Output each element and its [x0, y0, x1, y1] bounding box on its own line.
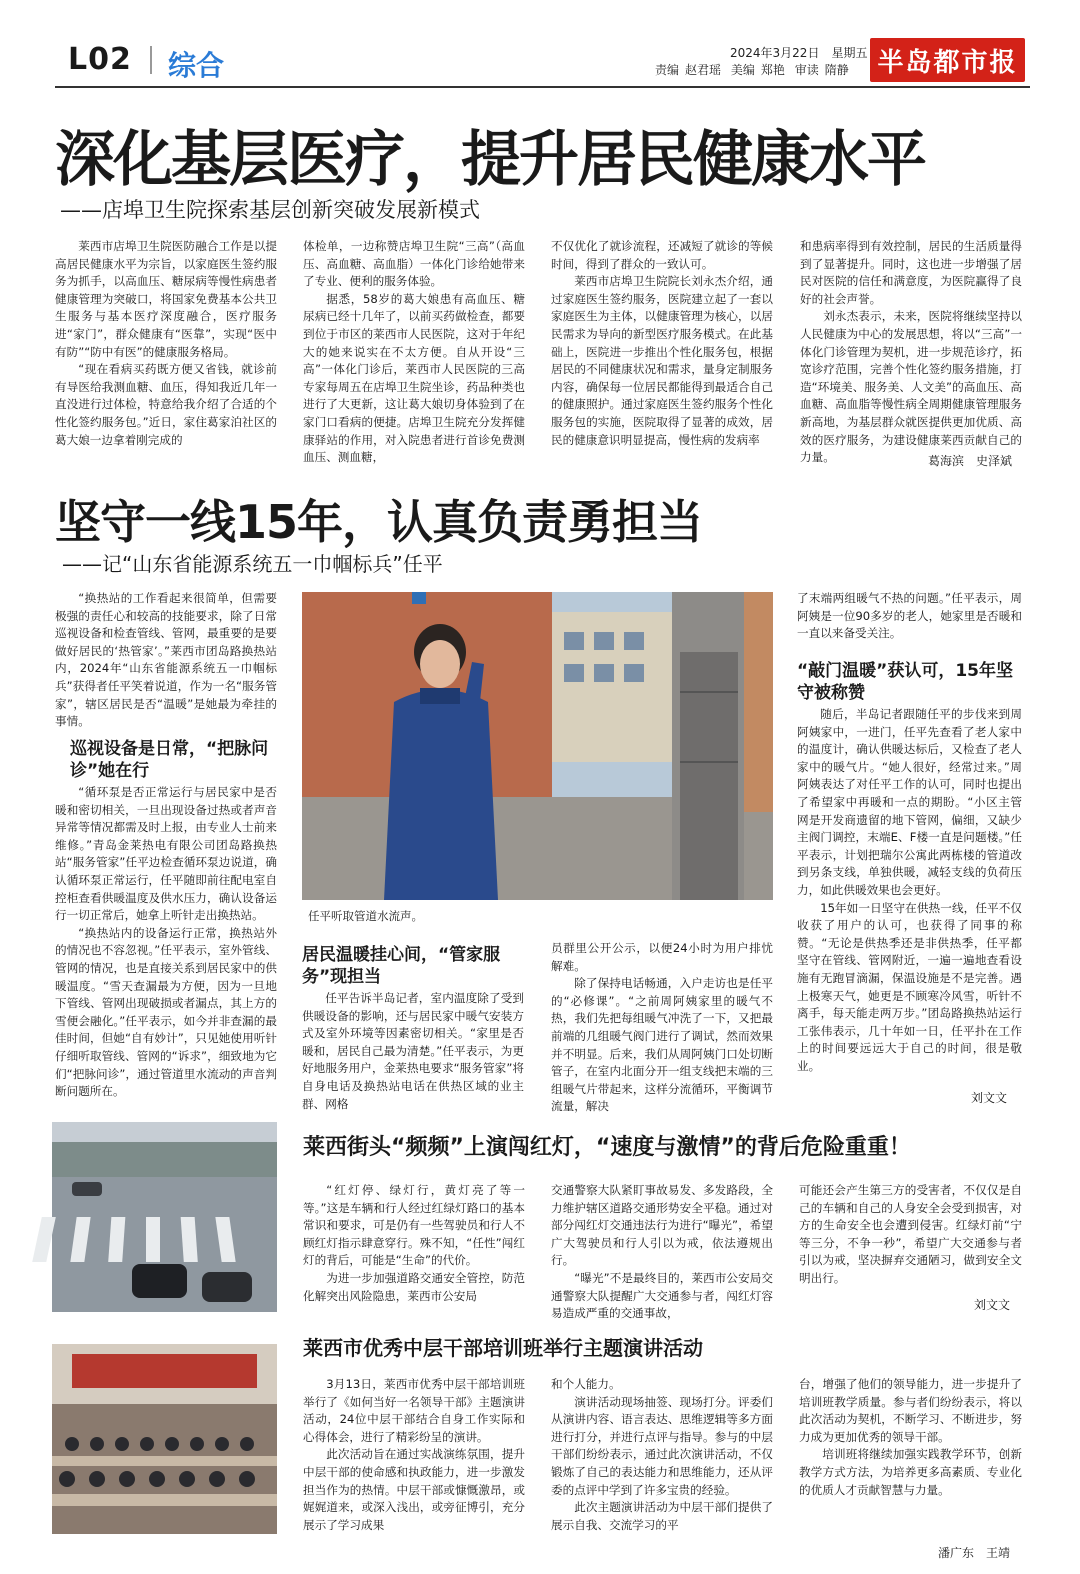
- page-number: L02: [68, 42, 132, 77]
- article3-column: 可能还会产生第三方的受害者，不仅仅是自己的车辆和自己的人身安全会受到损害，对方的生命安全也会遭到侵害。红绿灯前“宁等三分，不争一秒”，希望广大交通参与者引以为戒，坚决摒弃交通陋习，做到安全文明出行。: [799, 1183, 1022, 1285]
- photo-worker-listening-pipe: [302, 592, 773, 900]
- article1-column: 和患病率得到有效控制，居民的生活质量得到了显著提升。同时，这也进一步增强了居民对医院的信任和满意度，为医院赢得了良好的社会声誉。 刘永杰表示，未来，医院将继续坚持以人民健康为中心的发展思想，将以“三高”一体化门诊管理为契机，进一步规范诊疗，拓宽诊疗范围，完善个性化签约服务措施，打造“环境美、服务美、人文美”的高血压、高血糖、高血脂等慢性病全周期健康管理服务新高地，为基层群众就医提供更加优质、高效的医疗服务，为建设健康莱西贡献自己的力量。: [800, 239, 1022, 465]
- staff-name: 赵君瑶: [685, 63, 722, 77]
- section-name: 综合: [168, 49, 225, 82]
- article3-headline: 莱西街头“频频”上演闯红灯，“速度与激情”的背后危险重重！: [303, 1135, 911, 1160]
- header-divider: [150, 46, 152, 74]
- article2-column-3: 员群里公开公示，以便24小时为用户排忧解难。 除了保持电话畅通，入户走访也是任平的“必修课”。“之前周阿姨家里的暖气不热，我们先把每组暖气冲洗了一下，又把最前端的几组暖气阀门进行了调试，然而效果并不明显。后来，我们从周阿姨门口处切断管子，在室内北面分开一组支线把末端的三组暖气片带起来，这样分流循环，平衡调节流量，解决: [551, 941, 773, 1114]
- article1-headline: 深化基层医疗，提升居民健康水平: [55, 125, 925, 195]
- staff-role: 审读: [794, 63, 819, 77]
- article2-byline: 刘文文: [970, 1091, 1007, 1105]
- article2-subheadline: ——记“山东省能源系统五一巾帼标兵”任平: [62, 552, 443, 576]
- article1-column: 不仅优化了就诊流程，还减短了就诊的等候时间，得到了群众的一致认可。 莱西市店埠卫生院院长刘永杰介绍，通过家庭医生签约服务，医院建立起了一套以家庭医生为主体，以健康管理为核心，以居民需求为导向的新型医疗服务模式。在此基础上，医院进一步推出个性化服务包，根据居民的不同健康状况和需求，量身定制服务内容，确保每一位居民都能得到最适合自己的健康照护。通过家庭医生签约服务个性化服务包的实施，医院取得了显著的成效，居民的健康意识明显提高，慢性病的发病率: [551, 239, 773, 447]
- article3-column: “红灯停、绿灯行，黄灯亮了等一等。”这是车辆和行人经过红绿灯路口的基本常识和要求，可是仍有一些驾驶员和行人不顾红灯指示肆意穿行。殊不知，“任性”闯红灯的背后，可能是“生命”的代价。 为进一步加强道路交通安全管控，防范化解突出风险隐患，莱西市公安局: [303, 1183, 525, 1303]
- photo-traffic-intersection: [52, 1122, 277, 1312]
- article2-column-4: 随后，半岛记者跟随任平的步伐来到周阿姨家中，一进门，任平先查看了老人家中的温度计，确认供暖达标后，又检查了老人家中的暖气片。“她人很好，经常过来。”周阿姨表达了对任平工作的认可，同时也提出了希望家中再暖和一点的期盼。“小区主管网是开发商遗留的地下管网，偏细，又缺少主阀门调控，末端E、F楼一直是问题楼。”任平表示，计划把瑞尔公寓此两栋楼的管道改到另条支线，单独供暖，减轻支线的负荷压力，如此供暖效果也会更好。 15年如一日坚守在供热一线，任平不仅收获了用户的认可，也获得了同事的称赞。“无论是供热季还是非供热季，任平都坚守在管线、管网附近，一遍一遍地查看设施有无跑冒滴漏，保温设施是不是完善。遇上极寒天气，她更是不顾寒冷风雪，听针不离手，每天能走两万步。”团岛路换热站运行工张伟表示，几十年如一日，任平扑在工作上的时间要远远大于自己的时间，很是敬业。: [797, 707, 1022, 1073]
- article2-column-2: 任平告诉半岛记者，室内温度除了受到供暖设备的影响，还与居民家中暖气安装方式及室外环境等因素密切相关。“家里是否暖和，居民自己最为清楚。”任平表示，为更好地服务用户，金莱热电要求“服务管家”将自身电话及换热站电话在供热区域的业主群、网格: [302, 991, 524, 1111]
- staff-role: 责编: [655, 63, 680, 77]
- staff-name: 隋静: [824, 63, 849, 77]
- article2-column-1: “循环泵是否正常运行与居民家中是否暖和密切相关，一旦出现设备过热或者声音异常等情况都需及时上报，由专业人士前来维修。”青岛金莱热电有限公司团岛路换热站“服务管家”任平边检查循环泵边说道，确认循环泵正常运行，任平随即前往配电室自控柜查看供暖温度及供水压力，确认设备运行一切正常后，她拿上听针走出换热站。 “换热站内的设备运行正常，换热站外的情况也不容忽视。”任平表示，室外管线、管网的情况，也是直接关系到居民家中的供暖温度。“雪天查漏最为方便，因为一旦地下管线、管网出现破损或者漏点，其上方的雪便会融化。”任平表示，如今并非查漏的最佳时间，但她“自有妙计”，只见她使用听针仔细听取管线、管网的“诉求”，细致地为它们“把脉问诊”，通过管道里水流动的声音判断问题所在。: [55, 785, 277, 1099]
- article1-subheadline: ——店埠卫生院探索基层创新突破发展新模式: [60, 198, 480, 222]
- article1-column: 莱西市店埠卫生院医防融合工作是以提高居民健康水平为宗旨，以家庭医生签约服务为抓手，以高血压、糖尿病等慢性病患者健康管理为突破口，将国家免费基本公共卫生服务与基本医疗深度融合，医疗服务进“家门”，群众健康有“医靠”，实现“医中有防”“防中有医”的健康服务格局。 “现在看病买药既方便又省钱，就诊前有导医给我测血糖、血压，得知我近几年一直没进行过体检，特意给我介绍了合适的个性化签约服务包。”近日，家住葛家泊社区的葛大娘一边拿着刚完成的: [55, 239, 277, 447]
- article3-byline: 刘文文: [973, 1298, 1010, 1312]
- staff-name: 郑艳: [760, 63, 785, 77]
- article2-intro: “换热站的工作看起来很简单，但需要极强的责任心和较高的技能要求，除了日常巡视设备和检查管线、管网，最重要的是要做好居民的‘热管家’。”莱西市团岛路换热站内，2024年“山东省能源系统五一巾帼标兵”获得者任平笑着说道，作为一名“服务管家”，辖区居民是否“温暖”是她最为牵挂的事情。: [55, 591, 277, 729]
- article4-column: 和个人能力。 演讲活动现场抽签、现场打分。评委们从演讲内容、语言表达、思维逻辑等多方面进行打分，并进行点评与指导。参与的中层干部们纷纷表示，通过此次演讲活动，不仅锻炼了自己的表达能力和思维能力，还从评委的点评中学到了许多宝贵的经验。 此次主题演讲活动为中层干部们提供了展示自我、交流学习的平: [551, 1377, 773, 1532]
- staff-credits: [655, 61, 855, 78]
- photo-caption: 任平听取管道水流声。: [308, 909, 423, 923]
- article2-column-4-top: 了末端两组暖气不热的问题。”任平表示，周阿姨是一位90多岁的老人，她家里是否暖和一直以来备受关注。: [797, 591, 1022, 641]
- article1-byline: 葛海滨 史泽斌: [927, 454, 1012, 468]
- dateline: 2024年3月22日 星期五: [730, 46, 868, 60]
- article3-column: 交通警察大队紧盯事故易发、多发路段，全力维护辖区道路交通形势安全平稳。通过对部分闯红灯交通违法行为进行“曝光”，希望广大驾驶员和行人引以为戒，依法遵规出行。 “曝光”不是最终目的，莱西市公安局交通警察大队提醒广大交通参与者，闯红灯容易造成严重的交通事故，: [551, 1183, 773, 1321]
- article1-column: 体检单，一边称赞店埠卫生院“三高”（高血压、高血糖、高血脂）一体化门诊给她带来了专业、便利的服务体验。 据悉，58岁的葛大娘患有高血压、糖尿病已经十几年了，以前买药做检查，都要到位于市区的莱西市人民医院，这对于年纪大的她来说实在不太方便。自从开设“三高”一体化门诊后，莱西市人民医院的三高专家每周五在店埠卫生院坐诊，药品种类也进行了大更新，这让葛大娘切身体验到了在家门口看病的便捷。店埠卫生院充分发挥健康驿站的作用，对入院患者进行首诊免费测血压、测血糖，: [303, 239, 525, 465]
- header-rule: [55, 86, 1030, 88]
- article4-headline: 莱西市优秀中层干部培训班举行主题演讲活动: [303, 1336, 703, 1360]
- article2-subhead-2: 居民温暖挂心间，“管家服务”现担当: [302, 945, 501, 987]
- newspaper-masthead-logo: 半岛都市报: [870, 38, 1025, 82]
- article2-headline: 坚守一线15年，认真负责勇担当: [55, 495, 703, 549]
- photo-speech-event: [52, 1344, 277, 1534]
- article4-byline: 潘广东 王靖: [937, 1546, 1010, 1560]
- article2-subhead-1: 巡视设备是日常，“把脉问诊”她在行: [70, 739, 269, 781]
- article4-column: 3月13日，莱西市优秀中层干部培训班举行了《如何当好一名领导干部》主题演讲活动，24位中层干部结合自身工作实际和心得体会，进行了精彩纷呈的演讲。 此次活动旨在通过实战演练氛围，提升中层干部的使命感和执政能力，进一步激发担当作为的热情。中层干部或慷慨激昂，或娓娓道来，或深入浅出，或旁征博引，充分展示了学习成果: [303, 1377, 525, 1532]
- article4-column: 台，增强了他们的领导能力，进一步提升了培训班教学质量。参与者们纷纷表示，将以此次活动为契机，不断学习、不断进步，努力成为更加优秀的领导干部。 培训班将继续加强实践教学环节，创新教学方式方法，为培养更多高素质、专业化的优质人才贡献智慧与力量。: [799, 1377, 1022, 1497]
- article2-subhead-3: “敲门温暖”获认可，15年坚守被称赞: [797, 661, 1014, 703]
- staff-role: 美编: [730, 63, 755, 77]
